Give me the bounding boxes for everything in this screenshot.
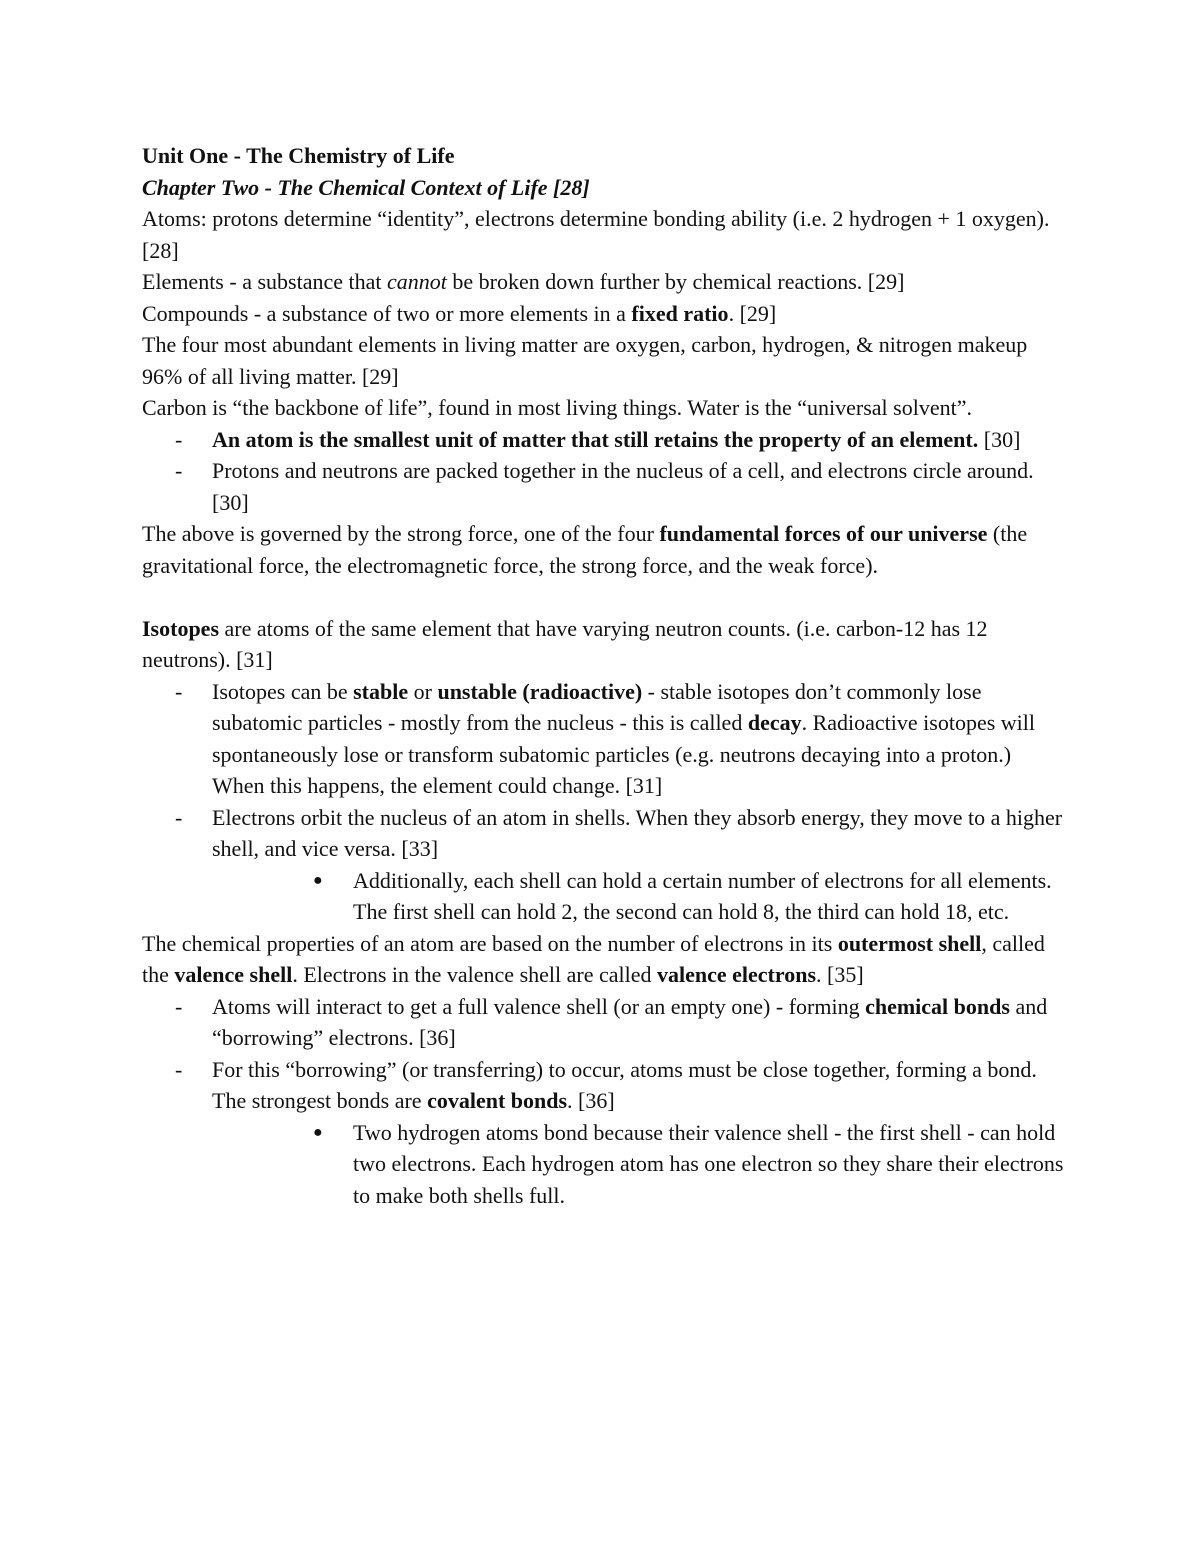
valence-electrons-bold: valence electrons <box>657 962 817 987</box>
outermost-shell-bold: outermost shell <box>837 930 982 956</box>
elements-text-a: Elements - a substance that <box>142 269 387 294</box>
list-item <box>142 1054 1067 1117</box>
valence-text-g: . [35] <box>816 962 864 987</box>
list-item <box>142 802 1067 865</box>
compounds-text-a: Compounds - a substance of two or more elements in a <box>142 300 632 326</box>
isotopes-text: are atoms of the same element that have varying neutron counts. (i.e. carbon-12 has 12 neutrons). [31] <box>142 615 988 672</box>
compounds-text-c: . [29] <box>728 300 777 326</box>
shells-text: Electrons orbit the nucleus of an atom in shells. When they absorb energy, they move to a higher shell, and vice versa. [33] <box>212 804 1063 861</box>
valence-shell-bold: valence shell <box>174 962 293 987</box>
dash-marker: - <box>175 993 183 1019</box>
atom-definition-ref: [30] <box>978 426 1021 452</box>
covalent-bonds-bold: covalent bonds <box>427 1088 568 1113</box>
sub-list-item <box>142 1117 1067 1212</box>
list-item <box>142 991 1067 1054</box>
chemical-bonds-bold: chemical bonds <box>865 993 1010 1019</box>
valence-paragraph <box>142 928 1067 991</box>
decay-bold: decay <box>747 710 802 735</box>
list-item <box>142 676 1067 802</box>
elements-emphasis: cannot <box>386 269 447 294</box>
forces-text-a: The above is governed by the strong force, one of the four <box>142 521 660 546</box>
elements-paragraph <box>142 266 1067 298</box>
bonds-text-c: and “borrowing” electrons. [36] <box>212 993 1048 1050</box>
compounds-paragraph <box>142 298 1067 330</box>
bullet-icon: ● <box>313 1123 323 1141</box>
shell-capacity-text: Additionally, each shell can hold a certain number of electrons for all elements. The first shell can hold 2, the second can hold 8, the third can hold 18, etc. <box>353 867 1052 924</box>
carbon-paragraph: Carbon is “the backbone of life”, found in most living things. Water is the “universal solvent”. <box>142 395 972 420</box>
list-item <box>142 424 1067 456</box>
stable-bold: stable <box>353 678 409 704</box>
document-body <box>142 140 1067 1211</box>
dash-marker: - <box>175 1056 183 1082</box>
bonds-text-a: Atoms will interact to get a full valence shell (or an empty one) - forming <box>212 993 866 1019</box>
chapter-title: Chapter Two - The Chemical Context of Life [28] <box>142 174 590 200</box>
hydrogen-bond-text: Two hydrogen atoms bond because their valence shell - the first shell - can hold two electrons. Each hydrogen atom has one electron so they share their electrons to make both shells full. <box>353 1119 1064 1208</box>
stable-text-g: . Radioactive isotopes will spontaneously lose or transform subatomic particles (e.g. neutrons decaying into a proton.) When this happens, the element could change. [31] <box>212 710 1035 798</box>
covalent-text-a: For this “borrowing” (or transferring) to occur, atoms must be close together, forming a bond. The strongest bonds are <box>212 1056 1037 1113</box>
unit-title: Unit One - The Chemistry of Life <box>142 143 455 168</box>
blank-line <box>142 581 1067 613</box>
stable-text-a: Isotopes can be <box>212 678 354 704</box>
atoms-paragraph: Atoms: protons determine “identity”, electrons determine bonding ability (i.e. 2 hydrogen + 1 oxygen). [28] <box>142 206 1050 263</box>
unstable-bold: unstable (radioactive) <box>437 678 643 704</box>
valence-text-e: . Electrons in the valence shell are called <box>292 962 657 987</box>
forces-bold: fundamental forces of our universe <box>659 521 988 546</box>
compounds-bold: fixed ratio <box>631 300 729 326</box>
elements-text-c: be broken down further by chemical reactions. [29] <box>446 269 905 294</box>
forces-text-c: (the gravitational force, the electromagnetic force, the strong force, and the weak force). <box>142 521 1028 578</box>
atom-definition-bold: An atom is the smallest unit of matter that still retains the property of an element. <box>212 426 979 452</box>
stable-text-c: or <box>408 678 438 704</box>
abundant-elements-paragraph: The four most abundant elements in living matter are oxygen, carbon, hydrogen, & nitrogen makeup 96% of all living matter. [29] <box>142 332 1028 389</box>
covalent-text-c: . [36] <box>567 1088 615 1113</box>
valence-text-c: , called the <box>142 930 1045 987</box>
sub-list-item <box>142 865 1067 928</box>
dash-marker: - <box>175 678 183 704</box>
dash-marker: - <box>175 426 183 452</box>
isotopes-bold: Isotopes <box>142 615 220 641</box>
isotopes-paragraph <box>142 613 1067 676</box>
dash-marker: - <box>175 458 183 483</box>
valence-text-a: The chemical properties of an atom are based on the number of electrons in its <box>142 930 838 956</box>
dash-marker: - <box>175 804 183 830</box>
stable-text-e: - stable isotopes don’t commonly lose subatomic particles - mostly from the nucleus - this is called <box>212 678 982 735</box>
forces-paragraph <box>142 518 1067 581</box>
list-item <box>142 455 1067 518</box>
nucleus-text: Protons and neutrons are packed together in the nucleus of a cell, and electrons circle around. [30] <box>212 458 1034 515</box>
bullet-icon: ● <box>313 871 323 889</box>
